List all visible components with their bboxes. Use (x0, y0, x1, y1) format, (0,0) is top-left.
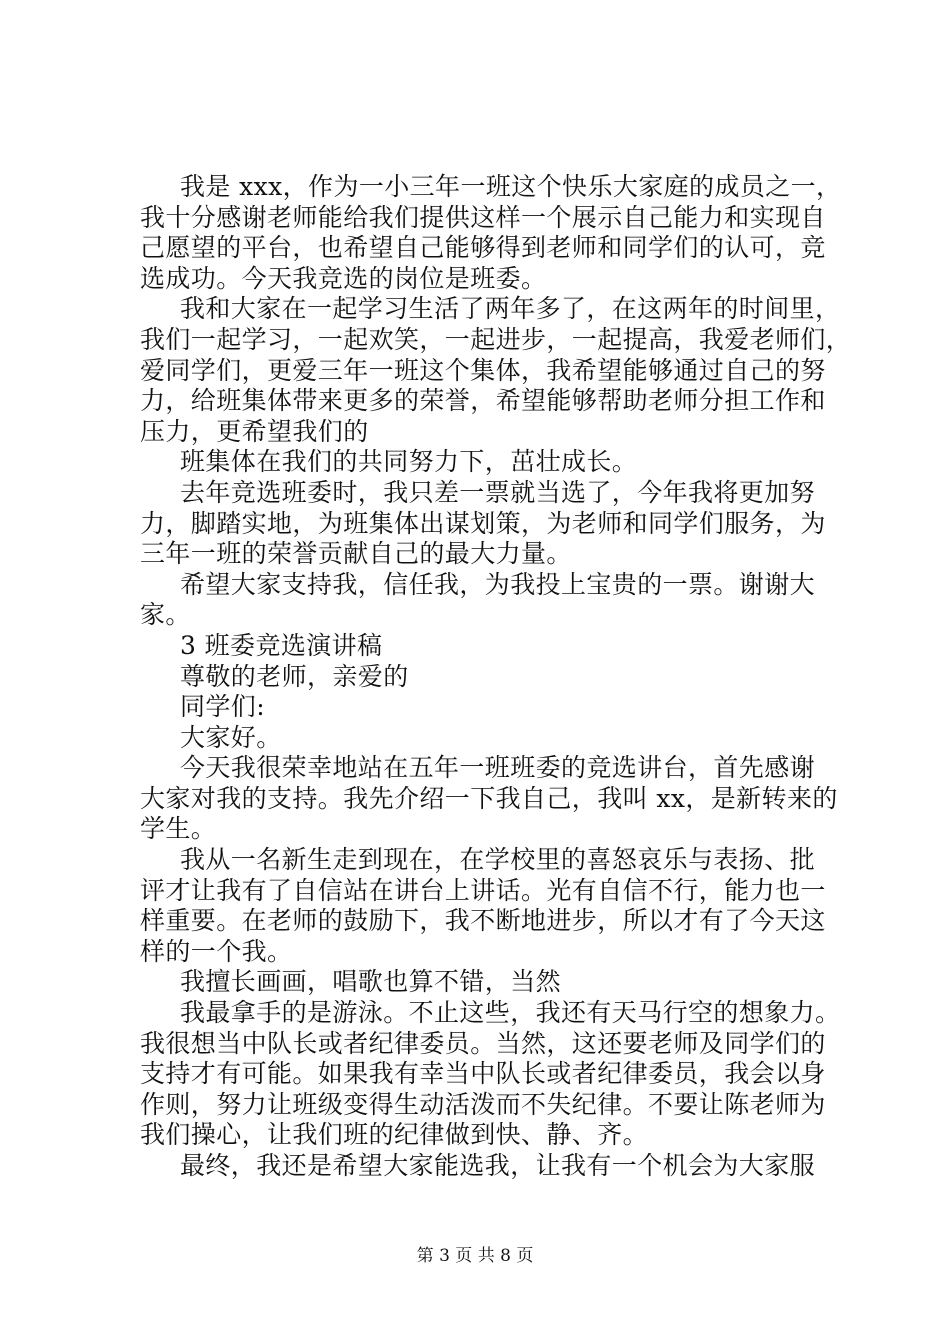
text-line: 最终，我还是希望大家能选我，让我有一个机会为大家服 (180, 1151, 816, 1180)
text-line: 作则，努力让班级变得生动活泼而不失纪律。不要让陈老师为 (140, 1089, 826, 1119)
page-number-footer: 第 3 页 共 8 页 (416, 1246, 534, 1266)
text-line: 希望大家支持我，信任我，为我投上宝贵的一票。谢谢大 (180, 569, 816, 599)
text-line: 评才让我有了自信站在讲台上讲话。光有自信不行，能力也一 (140, 875, 826, 905)
text-line: 力，脚踏实地，为班集体出谋划策，为老师和同学们服务，为 (140, 508, 826, 538)
text-line: 我们操心，让我们班的纪律做到快、静、齐。 (140, 1120, 649, 1150)
document-body (140, 172, 852, 1182)
text-line: 我们一起学习，一起欢笑，一起进步，一起提高，我爱老师们， (140, 324, 852, 354)
text-line: 力，给班集体带来更多的荣誉，希望能够帮助老师分担工作和 (140, 386, 826, 416)
text-line: 同学们: (180, 692, 266, 722)
text-line: 大家好。 (180, 722, 282, 752)
text-line: 我擅长画画，唱歌也算不错，当然 (180, 967, 562, 997)
text-line: 班集体在我们的共同努力下，茁壮成长。 (180, 447, 638, 477)
text-line: 支持才有可能。如果我有幸当中队长或者纪律委员，我会以身 (140, 1059, 826, 1089)
text-line: 我十分感谢老师能给我们提供这样一个展示自己能力和实现自 (140, 202, 826, 232)
text-line: 家。 (140, 600, 191, 630)
text-line: 我从一名新生走到现在，在学校里的喜怒哀乐与表扬、批 (180, 845, 816, 875)
text-line: 去年竞选班委时，我只差一票就当选了，今年我将更加努 (180, 477, 816, 507)
text-line: 选成功。今天我竞选的岗位是班委。 (140, 263, 547, 293)
text-line: 我是 xxx，作为一小三年一班这个快乐大家庭的成员之一， (180, 172, 842, 201)
section-heading: 3 班委竞选演讲稿 (180, 630, 383, 660)
text-line: 爱同学们，更爱三年一班这个集体，我希望能够通过自己的努 (140, 355, 826, 385)
text-line: 样的一个我。 (140, 936, 293, 966)
text-line: 大家对我的支持。我先介绍一下我自己，我叫 xx，是新转来的 (140, 783, 838, 813)
text-line: 我和大家在一起学习生活了两年多了，在这两年的时间里， (180, 294, 841, 324)
text-line: 己愿望的平台，也希望自己能够得到老师和同学们的认可，竞 (140, 233, 826, 263)
text-line: 尊敬的老师，亲爱的 (180, 661, 409, 691)
text-line: 压力，更希望我们的 (140, 416, 369, 446)
text-line: 今天我很荣幸地站在五年一班班委的竞选讲台，首先感谢 (180, 753, 816, 783)
text-line: 样重要。在老师的鼓励下，我不断地进步，所以才有了今天这 (140, 906, 826, 936)
text-line: 我很想当中队长或者纪律委员。当然，这还要老师及同学们的 (140, 1028, 826, 1058)
text-line: 我最拿手的是游泳。不止这些，我还有天马行空的想象力。 (180, 998, 841, 1028)
text-line: 学生。 (140, 814, 217, 844)
text-line: 三年一班的荣誉贡献自己的最大力量。 (140, 539, 572, 569)
